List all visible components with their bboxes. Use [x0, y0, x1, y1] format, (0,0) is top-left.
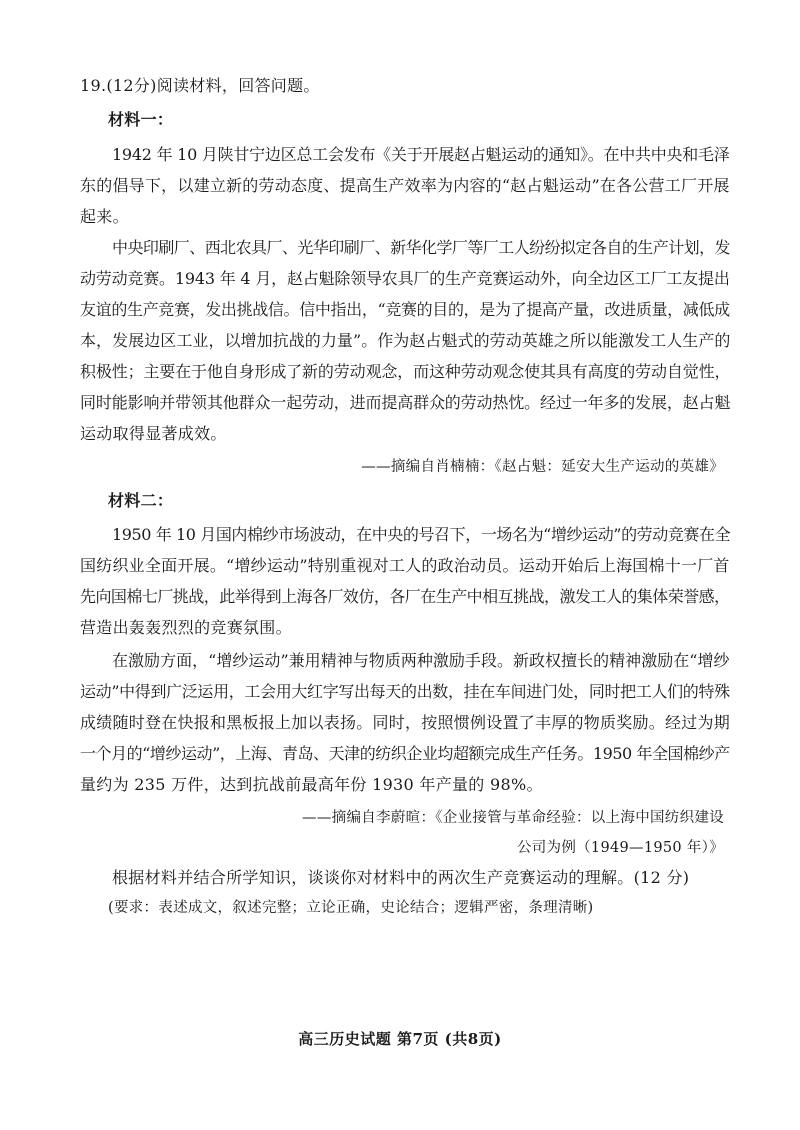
material2-para2-line: 成绩随时登在快报和黑板报上加以表扬。同时，按照惯例设置了丰厚的物质奖励。经过为期: [80, 713, 731, 732]
material1-para2-line: 积极性；主要在于他自身形成了新的劳动观念，而这种劳动观念使其具有高度的劳动自觉性，: [80, 362, 731, 381]
material1-para2-line: 本，发展边区工业，以增加抗战的力量”。作为赵占魁式的劳动英雄之所以能激发工人生产的: [80, 331, 731, 350]
material2-para1-line: 营造出轰轰烈烈的竞赛氛围。: [80, 618, 292, 637]
material1-para2-line: 友谊的生产竞赛，发出挑战信。信中指出，“竞赛的目的，是为了提高产量，改进质量，减低成: [80, 300, 730, 319]
material2-label: 材料二：: [108, 491, 174, 510]
material2-para1-line: 1950 年 10 月国内棉纱市场波动，在中央的号召下，一场名为“增纱运动”的劳动竞赛在全: [112, 525, 731, 544]
material2-para2-line: 一个月的“增纱运动”，上海、青岛、天津的纺织企业均超额完成生产任务。1950 年全国棉纱产: [80, 744, 730, 763]
material2-source-line: 公司为例（1949—1950 年）》: [516, 840, 724, 856]
material2-para1-line: 先向国棉七厂挑战，此举得到上海各厂效仿，各厂在生产中相互挑战，激发工人的集体荣誉感，: [80, 587, 730, 606]
answer-requirement: (要求：表述成文，叙述完整；立论正确，史论结合；逻辑严密，条理清晰): [108, 900, 594, 916]
material1-para2-line: 动劳动竞赛。1943 年 4 月，赵占魁除领导农具厂的生产竞赛运动外，向全边区工厂工友提出: [80, 269, 730, 288]
material1-para1-line: 东的倡导下，以建立新的劳动态度、提高生产效率为内容的“赵占魁运动”在各公营工厂开展: [80, 176, 730, 195]
material1-para1-line: 起来。: [80, 207, 129, 226]
material2-source-line: ——摘编自李蔚暄：《企业接管与革命经验：以上海中国纺织建设: [302, 810, 724, 826]
material2-para2-line: 在激励方面，“增纱运动”兼用精神与物质两种激励手段。新政权擅长的精神激励在“增纱: [112, 651, 730, 670]
material2-para2-line: 量约为 235 万件，达到抗战前最高年份 1930 年产量的 98%。: [80, 775, 543, 794]
material1-label: 材料一：: [108, 110, 174, 129]
page-footer: 高三历史试题 第7页 (共8页): [298, 1030, 502, 1048]
question-header: 19.(12分)阅读材料，回答问题。: [80, 76, 320, 95]
material1-para1-line: 1942 年 10 月陕甘宁边区总工会发布《关于开展赵占魁运动的通知》。在中共中央和毛泽: [112, 145, 730, 164]
material1-para2-line: 中央印刷厂、西北农具厂、光华印刷厂、新华化学厂等厂工人纷纷拟定各自的生产计划，发: [112, 238, 731, 257]
question-prompt: 根据材料并结合所学知识，谈谈你对材料中的两次生产竞赛运动的理解。(12 分): [112, 868, 690, 887]
material2-para1-line: 国纺织业全面开展。“增纱运动”特别重视对工人的政治动员。运动开始后上海国棉十一厂首: [80, 556, 730, 575]
material1-para2-line: 运动取得显著成效。: [80, 424, 227, 443]
material1-para2-line: 同时能影响并带领其他群众一起劳动，进而提高群众的劳动热忱。经过一年多的发展，赵占魁: [80, 393, 731, 412]
material2-para2-line: 运动”中得到广泛运用，工会用大红字写出每天的出数，挂在车间进门处，同时把工人们的特殊: [80, 682, 730, 701]
material1-source: ——摘编自肖楠楠：《赵占魁：延安大生产运动的英雄》: [361, 459, 724, 475]
